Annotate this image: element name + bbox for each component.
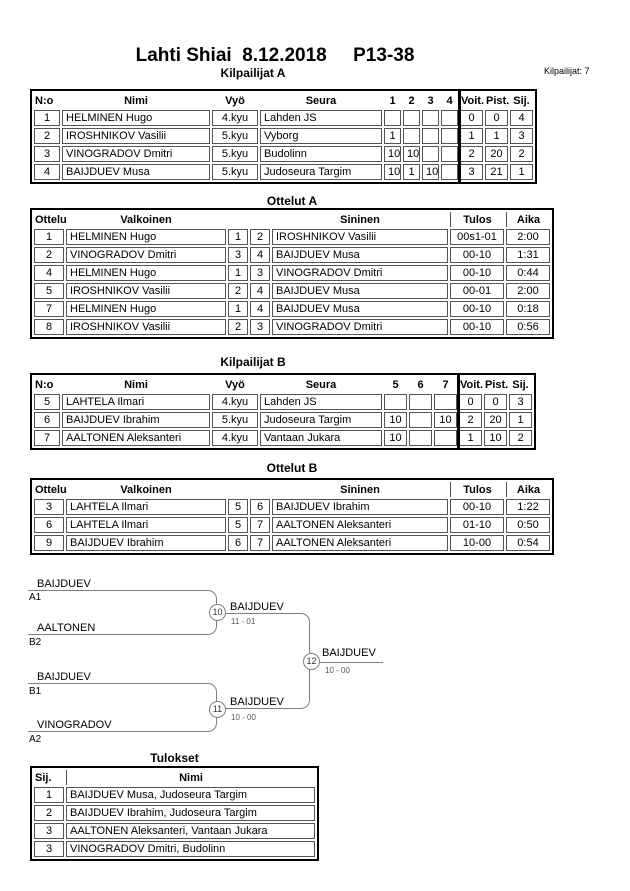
results-table [30,766,319,861]
name-cell: HELMINEN Hugo [62,110,210,126]
place-cell: 4 [510,110,533,126]
name-cell: VINOGRADOV Dmitri, Budolinn [66,841,315,857]
blue-no-cell: 7 [250,535,270,551]
m3-cell [422,110,439,126]
result-cell: 00-10 [450,265,504,281]
white-cell: BAIJDUEV Ibrahim [66,535,226,551]
belt-cell: 5.kyu [212,146,258,162]
name-cell: IROSHNIKOV Vasilii [62,128,210,144]
name-cell: AALTONEN Aleksanteri, Vantaan Jukara [66,823,315,839]
col-header-result: Tulos [450,212,504,227]
header-row [34,212,550,227]
result-cell: 01-10 [450,517,504,533]
col-header-bno [250,212,270,227]
place-cell: 1 [510,164,533,180]
place-cell: 3 [509,394,532,410]
white-no-cell: 1 [228,229,248,245]
no-cell: 7 [34,430,60,446]
belt-cell: 5.kyu [212,128,258,144]
matches-a-title: Ottelut A [266,194,318,208]
blue-cell: AALTONEN Aleksanteri [272,517,448,533]
col-header-time: Aika [506,482,550,497]
wins-cell: 2 [460,146,483,162]
m7-cell: 10 [434,412,457,428]
table-row [34,535,550,551]
white-no-cell: 6 [228,535,248,551]
matches-b-table [30,478,554,555]
blue-cell: IROSHNIKOV Vasilii [272,229,448,245]
competitors-a-table [30,89,537,184]
col-header-blue: Sininen [340,483,380,496]
m4-cell [441,128,458,144]
place-cell: 1 [34,787,64,803]
name-cell: BAIJDUEV Musa [62,164,210,180]
blue-no-cell: 6 [250,499,270,515]
belt-cell: 4.kyu [212,430,258,446]
time-cell: 2:00 [506,229,550,245]
m6-cell [409,394,432,410]
competitors-a-title: Kilpailijat A [220,66,286,80]
white-cell: HELMINEN Hugo [66,229,226,245]
bracket-score: 10 - 00 [325,666,350,675]
col-header-m3: 3 [427,94,434,107]
m7-cell [434,430,457,446]
place-cell: 2 [510,146,533,162]
no-cell: 1 [34,110,60,126]
matches-a-table [30,208,554,339]
club-cell: Lahden JS [260,110,382,126]
col-header-m7: 7 [442,378,449,391]
bracket-competitor-name: AALTONEN [37,622,96,634]
points-cell: 20 [485,146,508,162]
result-cell: 00-10 [450,247,504,263]
bracket-seed-label: B1 [29,686,42,697]
result-cell: 10-00 [450,535,504,551]
bracket-seed-label: A2 [29,734,42,745]
col-header-blue: Sininen [340,213,380,226]
table-row [34,319,550,335]
match-no-cell: 2 [34,247,64,263]
m4-cell [441,146,458,162]
name-cell: BAIJDUEV Ibrahim, Judoseura Targim [66,805,315,821]
table-row [34,805,315,821]
blue-cell: BAIJDUEV Musa [272,301,448,317]
white-no-cell: 2 [228,319,248,335]
points-cell: 0 [484,394,507,410]
table-row [34,229,550,245]
competitors-count: Kilpailijat: 7 [544,66,590,76]
m2-cell [403,110,420,126]
m6-cell [409,430,432,446]
belt-cell: 5.kyu [212,164,258,180]
name-cell: VINOGRADOV Dmitri [62,146,210,162]
match-no-cell: 3 [34,499,64,515]
blue-no-cell: 4 [250,283,270,299]
club-cell: Judoseura Targim [260,412,382,428]
competitors-b-table [30,373,536,450]
table-row [34,841,315,857]
points-cell: 20 [484,412,507,428]
white-cell: IROSHNIKOV Vasilii [66,319,226,335]
points-cell: 21 [485,164,508,180]
m3-cell [422,146,439,162]
col-header-belt: Vyö [225,378,245,391]
blue-no-cell: 2 [250,229,270,245]
col-header-name: Nimi [66,770,315,785]
score-group-divider [458,91,461,182]
m1-cell [384,110,401,126]
blue-no-cell: 4 [250,301,270,317]
white-no-cell: 3 [228,247,248,263]
col-header-wno [228,482,248,497]
place-cell: 3 [34,841,64,857]
white-cell: VINOGRADOV Dmitri [66,247,226,263]
m1-cell: 1 [384,128,401,144]
table-row [34,265,550,281]
time-cell: 0:50 [506,517,550,533]
match-number-circle: 12 [303,653,320,670]
match-no-cell: 5 [34,283,64,299]
white-no-cell: 2 [228,283,248,299]
competitors-b-title: Kilpailijat B [220,355,286,369]
match-no-cell: 4 [34,265,64,281]
match-no-cell: 8 [34,319,64,335]
bracket-winner-name: BAIJDUEV [230,696,284,708]
m5-cell [384,394,407,410]
bracket-winner-name: BAIJDUEV [322,647,376,659]
col-header-time: Aika [506,212,550,227]
points-cell: 0 [485,110,508,126]
club-cell: Vyborg [260,128,382,144]
time-cell: 1:31 [506,247,550,263]
m7-cell [434,394,457,410]
name-cell: BAIJDUEV Musa, Judoseura Targim [66,787,315,803]
bracket-competitor-name: BAIJDUEV [37,671,91,683]
match-no-cell: 9 [34,535,64,551]
place-cell: 1 [509,412,532,428]
results-title: Tulokset [150,751,199,765]
white-cell: IROSHNIKOV Vasilii [66,283,226,299]
m2-cell: 1 [403,164,420,180]
header-row [34,482,550,497]
name-cell: BAIJDUEV Ibrahim [62,412,210,428]
m5-cell: 10 [384,430,407,446]
bracket-winner-name: BAIJDUEV [230,601,284,613]
belt-cell: 5.kyu [212,412,258,428]
white-no-cell: 5 [228,499,248,515]
col-header-white: Valkoinen [120,213,172,226]
table-row [34,283,550,299]
col-header-no: N:o [35,94,54,107]
belt-cell: 4.kyu [212,110,258,126]
white-no-cell: 1 [228,301,248,317]
time-cell: 0:18 [506,301,550,317]
col-header-wins: Voit. [460,378,484,391]
col-header-m2: 2 [408,94,415,107]
place-cell: 2 [509,430,532,446]
page-title: Lahti Shiai 8.12.2018 P13-38 [135,45,415,66]
table-row [34,823,315,839]
result-cell: 00-10 [450,301,504,317]
wins-cell: 0 [460,110,483,126]
match-no-cell: 6 [34,517,64,533]
name-cell: AALTONEN Aleksanteri [62,430,210,446]
match-number-circle: 11 [209,701,226,718]
blue-no-cell: 7 [250,517,270,533]
col-header-match: Ottelu [35,213,67,226]
col-header-belt: Vyö [225,94,245,107]
wins-cell: 0 [459,394,482,410]
time-cell: 1:22 [506,499,550,515]
no-cell: 5 [34,394,60,410]
time-cell: 0:56 [506,319,550,335]
col-header-m1: 1 [389,94,396,107]
wins-cell: 1 [459,430,482,446]
bracket-competitor-name: BAIJDUEV [37,578,91,590]
club-cell: Lahden JS [260,394,382,410]
time-cell: 0:54 [506,535,550,551]
col-header-result: Tulos [450,482,504,497]
result-cell: 00s1-01 [450,229,504,245]
place-cell: 2 [34,805,64,821]
m4-cell [441,164,458,180]
blue-cell: BAIJDUEV Musa [272,283,448,299]
col-header-place: Sij. [35,771,52,784]
blue-cell: BAIJDUEV Ibrahim [272,499,448,515]
m6-cell [409,412,432,428]
col-header-no: N:o [35,378,54,391]
col-header-points: Pist. [485,378,509,391]
club-cell: Vantaan Jukara [260,430,382,446]
result-cell: 00-01 [450,283,504,299]
table-row [34,517,550,533]
time-cell: 2:00 [506,283,550,299]
col-header-wins: Voit. [461,94,485,107]
bracket-competitor-name: VINOGRADOV [37,719,112,731]
no-cell: 4 [34,164,60,180]
white-no-cell: 5 [228,517,248,533]
white-cell: HELMINEN Hugo [66,265,226,281]
col-header-m5: 5 [392,378,399,391]
time-cell: 0:44 [506,265,550,281]
points-cell: 10 [484,430,507,446]
table-row [34,499,550,515]
place-cell: 3 [34,823,64,839]
result-cell: 00-10 [450,499,504,515]
m2-cell: 10 [403,146,420,162]
match-number-circle: 10 [209,604,226,621]
blue-cell: BAIJDUEV Musa [272,247,448,263]
white-cell: HELMINEN Hugo [66,301,226,317]
white-no-cell: 1 [228,265,248,281]
table-row [34,247,550,263]
no-cell: 3 [34,146,60,162]
wins-cell: 2 [459,412,482,428]
matches-b-title: Ottelut B [266,461,318,475]
col-header-m4: 4 [446,94,453,107]
m5-cell: 10 [384,412,407,428]
name-cell: LAHTELA Ilmari [62,394,210,410]
wins-cell: 1 [460,128,483,144]
no-cell: 6 [34,412,60,428]
white-cell: LAHTELA Ilmari [66,499,226,515]
bracket-connector-lines [222,613,310,709]
club-cell: Budolinn [260,146,382,162]
blue-cell: AALTONEN Aleksanteri [272,535,448,551]
bracket-seed-label: A1 [29,592,42,603]
col-header-name: Nimi [124,378,148,391]
col-header-wno [228,212,248,227]
points-cell: 1 [485,128,508,144]
m3-cell [422,128,439,144]
blue-no-cell: 3 [250,265,270,281]
col-header-name: Nimi [124,94,148,107]
bracket-score: 10 - 00 [231,713,256,722]
table-row [34,301,550,317]
m4-cell [441,110,458,126]
blue-cell: VINOGRADOV Dmitri [272,319,448,335]
m1-cell: 10 [384,164,401,180]
bracket-winner-line [314,662,383,663]
header-row [34,770,315,785]
match-no-cell: 7 [34,301,64,317]
col-header-place: Sij. [513,94,530,107]
no-cell: 2 [34,128,60,144]
white-cell: LAHTELA Ilmari [66,517,226,533]
bracket-score: 11 - 01 [231,617,256,626]
belt-cell: 4.kyu [212,394,258,410]
blue-cell: VINOGRADOV Dmitri [272,265,448,281]
bracket-seed-label: B2 [29,637,42,648]
col-header-points: Pist. [486,94,510,107]
place-cell: 3 [510,128,533,144]
col-header-place: Sij. [512,378,529,391]
blue-no-cell: 4 [250,247,270,263]
m1-cell: 10 [384,146,401,162]
match-no-cell: 1 [34,229,64,245]
col-header-m6: 6 [417,378,424,391]
col-header-bno [250,482,270,497]
blue-no-cell: 3 [250,319,270,335]
m2-cell [403,128,420,144]
col-header-club: Seura [305,94,337,107]
col-header-club: Seura [305,378,337,391]
club-cell: Judoseura Targim [260,164,382,180]
col-header-match: Ottelu [35,483,67,496]
m3-cell: 10 [422,164,439,180]
result-cell: 00-10 [450,319,504,335]
wins-cell: 3 [460,164,483,180]
table-row [34,787,315,803]
col-header-white: Valkoinen [120,483,172,496]
score-group-divider [457,375,460,448]
